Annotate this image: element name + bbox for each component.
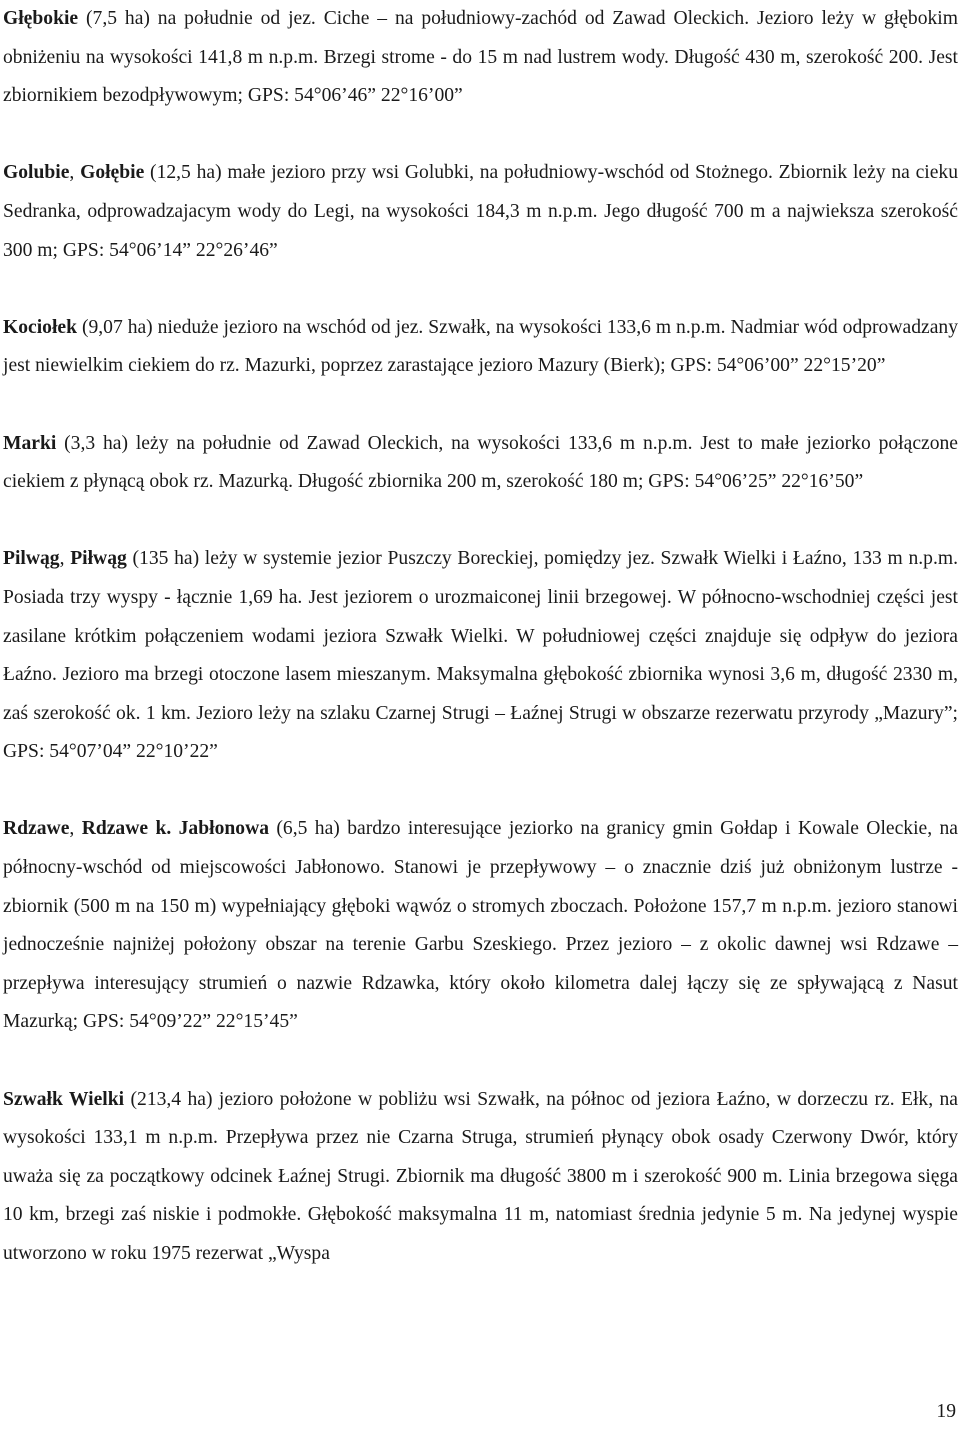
lake-description: ,: [59, 548, 71, 570]
lake-description: ,: [69, 162, 81, 184]
lake-name: Rdzawe: [3, 818, 70, 840]
lake-entries-list: [3, 0, 958, 1274]
lake-name: Marki: [3, 432, 57, 454]
lake-description: ,: [69, 818, 82, 840]
lake-name: Piłwąg: [70, 548, 127, 570]
lake-description: (3,3 ha) leży na południe od Zawad Oleckich, na wysokości 133,6 m n.p.m. Jest to małe jeziorko połączone ciekiem z płynącą obok rz. Mazurką. Długość zbiornika 200 m, szerokość 180 m; GPS: 54°06’25” 22°16’50”: [3, 432, 958, 493]
lake-name: Pilwąg: [3, 548, 60, 570]
lake-name: Gołębie: [80, 162, 145, 184]
lake-description: (6,5 ha) bardzo interesujące jeziorko na granicy gmin Gołdap i Kowale Oleckie, na północny-wschód od miejscowości Jabłonowo. Stanowi je przepływowy – o znacznie dziś już obniżonym lustrze - zbiornik (500 m na 150 m) wypełniający głęboki wąwóz o stromych zboczach. Położone 157,7 m n.p.m. jezioro stanowi jednocześnie najniżej położony obszar na terenie Garbu Szeskiego. Przez jezioro – z okolic dawnej wsi Rdzawe – przepływa interesujący strumień o nazwie Rdzawka, który około kilometra dalej łączy się ze spływającą z Nasut Mazurką; GPS: 54°09’22” 22°15’45”: [3, 818, 959, 1033]
lake-name: Kociołek: [3, 316, 78, 338]
lake-name: Głębokie: [3, 8, 79, 29]
lake-description: (135 ha) leży w systemie jezior Puszczy Boreckiej, pomiędzy jez. Szwałk Wielki i Łaźno, 133 m n.p.m. Posiada trzy wyspy - łącznie 1,69 ha. Jest jeziorem o urozmaiconej linii brzegowej. W północno-wschodniej części jest zasilane krótkim połączeniem wodami jeziora Szwałk Wielki. W południowej części znajduje się odpływ do jeziora Łaźno. Jezioro ma brzegi otoczone lasem mieszanym. Maksymalna głębokość zbiornika wynosi 3,6 m, długość 2330 m, zaś szerokość ok. 1 km. Jezioro leży na szlaku Czarnej Strugi – Łaźnej Strugi w obszarze rezerwatu przyrody „Mazury”; GPS: 54°07’04” 22°10’22”: [3, 548, 958, 763]
lake-entry: [3, 810, 958, 1042]
lake-name: Szwałk Wielki: [3, 1088, 125, 1110]
lake-entry: [3, 1081, 958, 1274]
lake-description: (9,07 ha) nieduże jezioro na wschód od jez. Szwałk, na wysokości 133,6 m n.p.m. Nadmiar wód odprowadzany jest niewielkim ciekiem do rz. Mazurki, poprzez zarastające jezioro Mazury (Bierk); GPS: 54°06’00” 22°15’20”: [3, 316, 958, 377]
lake-entry: [3, 425, 958, 502]
lake-name: Rdzawe k. Jabłonowa: [81, 818, 270, 840]
lake-entry: [3, 154, 958, 270]
page-number: 19: [936, 1401, 956, 1422]
lake-description: (7,5 ha) na południe od jez. Ciche – na południowy-zachód od Zawad Oleckich. Jezioro leży w głębokim obniżeniu na wysokości 141,8 m n.p.m. Brzegi strome - do 15 m nad lustrem wody. Długość 430 m, szerokość 200. Jest zbiornikiem bezodpływowym; GPS: 54°06’46” 22°16’00”: [3, 8, 958, 107]
lake-description: (12,5 ha) małe jezioro przy wsi Golubki, na południowy-wschód od Stożnego. Zbiornik leży na cieku Sedranka, odprowadzajacym wody do Legi, na wysokości 184,3 m n.p.m. Jego długość 700 m a najwieksza szerokość 300 m; GPS: 54°06’14” 22°26’46”: [3, 162, 959, 261]
lake-description: (213,4 ha) jezioro położone w pobliżu wsi Szwałk, na północ od jeziora Łaźno, w dorzeczu rz. Ełk, na wysokości 133,1 m n.p.m. Przepływa przez nie Czarna Struga, strumień płynący obok osady Czerwony Dwór, który uważa się za początkowy odcinek Łaźnej Strugi. Zbiornik ma długość 3800 m i szerokość 900 m. Linia brzegowa sięga 10 km, brzegi zaś niskie i podmokłe. Głębokość maksymalna 11 m, natomiast średnia jedynie 5 m. Na jedynej wyspie utworzono w roku 1975 rezerwat „Wyspa: [3, 1088, 958, 1264]
lake-name: Golubie: [3, 162, 70, 184]
lake-entry: [3, 540, 958, 772]
lake-entry: [3, 0, 958, 116]
lake-entry: [3, 309, 958, 386]
